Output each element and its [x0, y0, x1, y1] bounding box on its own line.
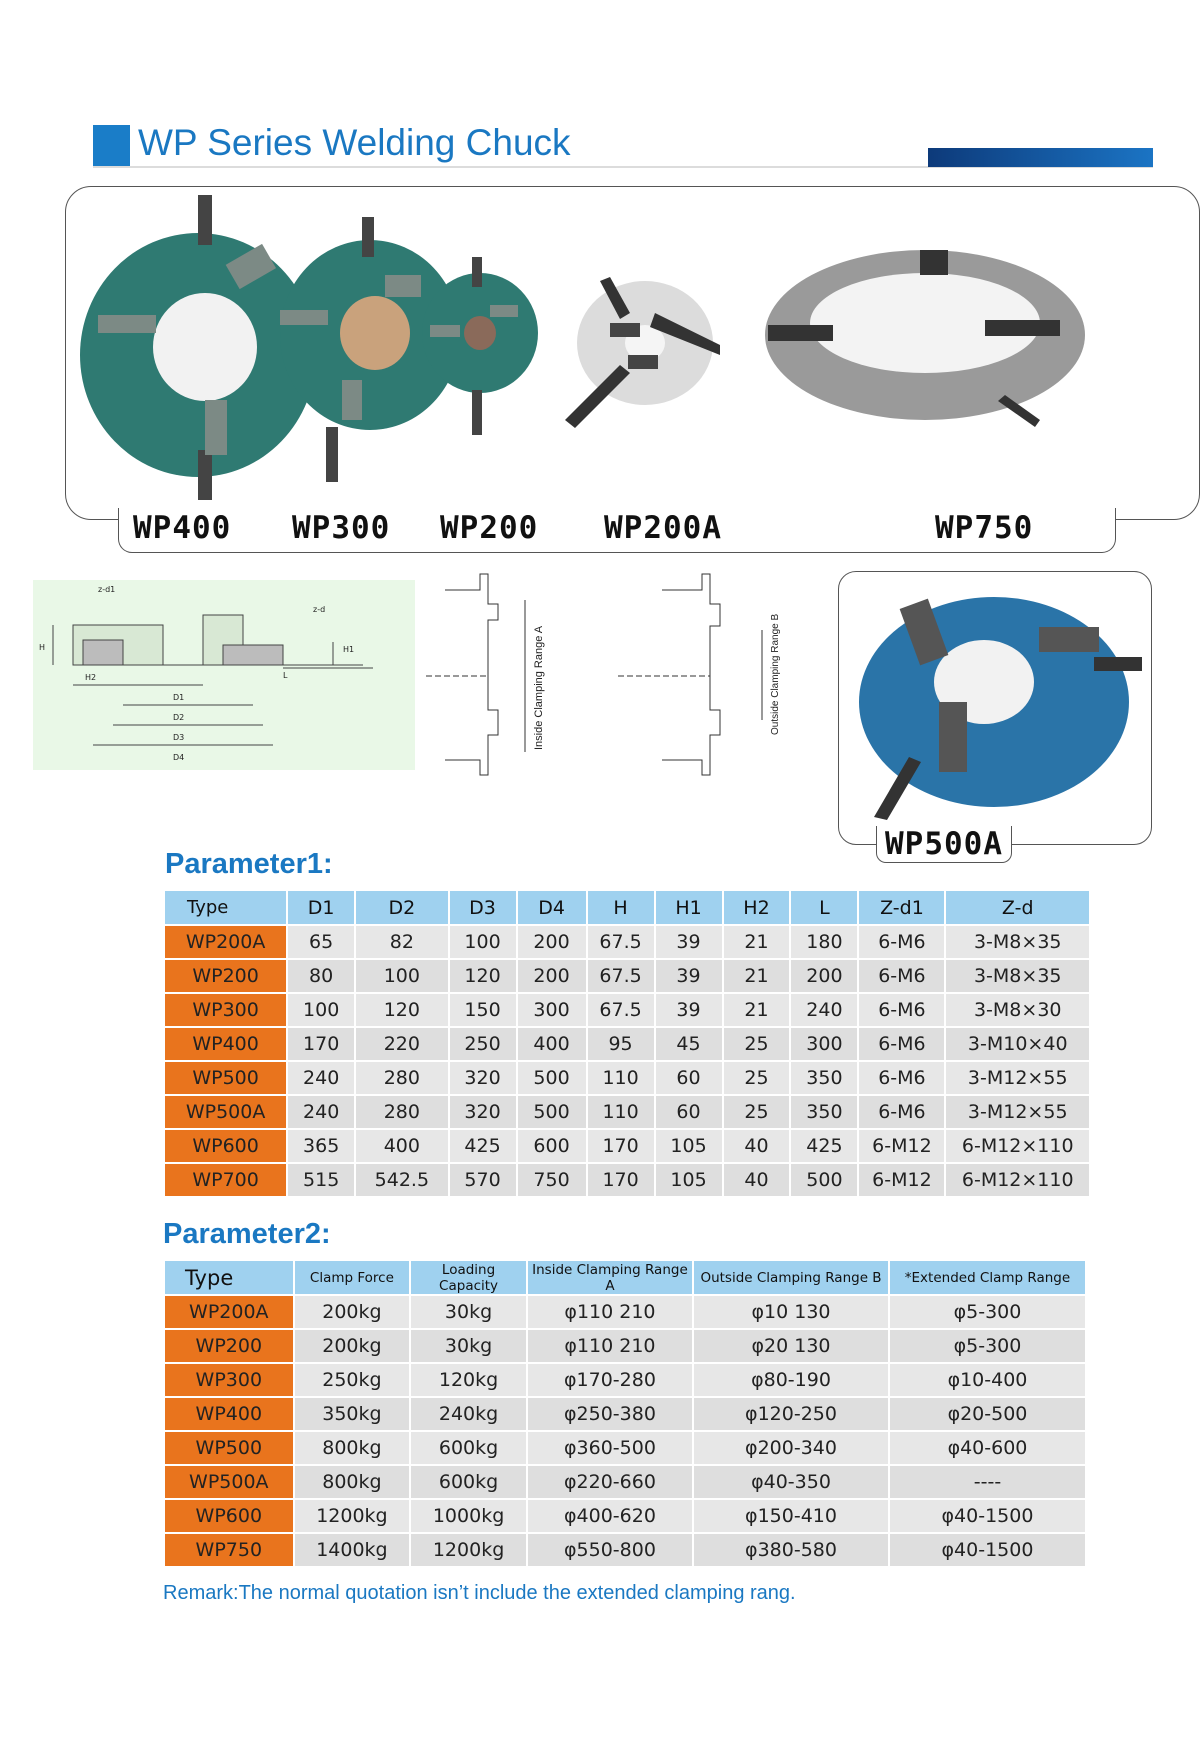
outside-clamping-diagram: [612, 570, 792, 780]
type-cell: WP200A: [164, 925, 287, 959]
table-cell: 300: [790, 1027, 858, 1061]
table-cell: 45: [655, 1027, 723, 1061]
table-cell: 6-M6: [858, 1095, 945, 1129]
table-cell: 350: [790, 1095, 858, 1129]
table-cell: 25: [723, 1027, 791, 1061]
table-cell: 3-M12×55: [945, 1061, 1090, 1095]
label-z-d: z-d: [313, 605, 326, 614]
table-cell: φ200-340: [693, 1431, 889, 1465]
type-cell: WP400: [164, 1027, 287, 1061]
table-cell: 25: [723, 1095, 791, 1129]
table-row: [164, 993, 1090, 1027]
parameter2-header-5: *Extended Clamp Range: [889, 1260, 1086, 1295]
table-cell: 3-M8×30: [945, 993, 1090, 1027]
parameter1-header-8: L: [790, 890, 858, 925]
type-cell: WP200: [164, 1329, 294, 1363]
table-cell: 6-M12×110: [945, 1129, 1090, 1163]
table-cell: 120kg: [410, 1363, 527, 1397]
table-cell: 120: [355, 993, 448, 1027]
table-cell: 500: [517, 1061, 587, 1095]
model-label-wp400: WP400: [133, 510, 232, 546]
parameter2-header-3: Inside Clamping Range A: [527, 1260, 693, 1295]
type-cell: WP750: [164, 1533, 294, 1567]
parameter1-header-1: D1: [287, 890, 355, 925]
type-cell: WP700: [164, 1163, 287, 1197]
model-label-wp500a: WP500A: [876, 826, 1012, 863]
table-cell: 240: [287, 1095, 355, 1129]
table-cell: 240: [790, 993, 858, 1027]
parameter2-header-0: Type: [164, 1260, 294, 1295]
type-cell: WP400: [164, 1397, 294, 1431]
table-cell: 800kg: [294, 1431, 411, 1465]
parameter2-header-2: Loading Capacity: [410, 1260, 527, 1295]
table-cell: φ110 210: [527, 1295, 693, 1329]
table-cell: 6-M6: [858, 1027, 945, 1061]
technical-drawing: [33, 580, 415, 770]
table-cell: φ40-1500: [889, 1533, 1086, 1567]
table-cell: 95: [587, 1027, 655, 1061]
parameter1-header-10: Z-d: [945, 890, 1090, 925]
table-cell: 105: [655, 1163, 723, 1197]
table-cell: φ5-300: [889, 1329, 1086, 1363]
table-cell: 200kg: [294, 1329, 411, 1363]
table-cell: 82: [355, 925, 448, 959]
table-cell: 425: [790, 1129, 858, 1163]
table-cell: 600kg: [410, 1465, 527, 1499]
table-cell: 250kg: [294, 1363, 411, 1397]
label-h1: H1: [343, 645, 355, 654]
table-cell: 67.5: [587, 925, 655, 959]
table-cell: 400: [355, 1129, 448, 1163]
table-cell: 80: [287, 959, 355, 993]
table-cell: 67.5: [587, 959, 655, 993]
label-d2: D2: [173, 713, 185, 722]
table-cell: φ380-580: [693, 1533, 889, 1567]
table-row: [164, 1397, 1086, 1431]
type-cell: WP300: [164, 1363, 294, 1397]
table-cell: 515: [287, 1163, 355, 1197]
parameter2-header-1: Clamp Force: [294, 1260, 411, 1295]
table-cell: 500: [790, 1163, 858, 1197]
table-cell: 39: [655, 993, 723, 1027]
table-cell: φ250-380: [527, 1397, 693, 1431]
parameter2-table: [163, 1259, 1087, 1568]
table-cell: 250: [449, 1027, 517, 1061]
parameter1-header-2: D2: [355, 890, 448, 925]
title-gradient-bar: [928, 148, 1153, 167]
table-cell: 320: [449, 1061, 517, 1095]
table-cell: 40: [723, 1129, 791, 1163]
label-h: H: [39, 643, 46, 652]
parameter1-table: [163, 889, 1091, 1198]
table-row: [164, 925, 1090, 959]
table-cell: φ5-300: [889, 1295, 1086, 1329]
parameter1-header-4: D4: [517, 890, 587, 925]
wp500a-chuck-image: [839, 572, 1150, 822]
table-cell: 280: [355, 1061, 448, 1095]
parameter1-title: Parameter1:: [165, 848, 333, 880]
table-cell: φ110 210: [527, 1329, 693, 1363]
table-cell: 39: [655, 925, 723, 959]
table-cell: 425: [449, 1129, 517, 1163]
table-cell: φ40-350: [693, 1465, 889, 1499]
inside-clamping-diagram: [420, 570, 600, 780]
table-cell: φ10 130: [693, 1295, 889, 1329]
table-cell: φ40-600: [889, 1431, 1086, 1465]
table-cell: 110: [587, 1095, 655, 1129]
table-cell: 170: [587, 1163, 655, 1197]
table-cell: 1400kg: [294, 1533, 411, 1567]
table-cell: 65: [287, 925, 355, 959]
inside-range-label: Inside Clamping Range A: [533, 625, 545, 750]
table-cell: 100: [287, 993, 355, 1027]
table-row: [164, 1499, 1086, 1533]
table-cell: 21: [723, 925, 791, 959]
table-cell: 6-M12: [858, 1163, 945, 1197]
table-cell: 3-M8×35: [945, 925, 1090, 959]
parameter1-header-5: H: [587, 890, 655, 925]
table-cell: 300: [517, 993, 587, 1027]
table-cell: 280: [355, 1095, 448, 1129]
table-cell: 105: [655, 1129, 723, 1163]
table-cell: 1200kg: [294, 1499, 411, 1533]
table-cell: 1000kg: [410, 1499, 527, 1533]
table-cell: 6-M12×110: [945, 1163, 1090, 1197]
table-cell: 40: [723, 1163, 791, 1197]
table-cell: 3-M12×55: [945, 1095, 1090, 1129]
remark-text: Remark:The normal quotation isn’t include the extended clamping rang.: [163, 1582, 796, 1604]
page-title: WP Series Welding Chuck: [138, 122, 571, 163]
table-cell: 1200kg: [410, 1533, 527, 1567]
table-cell: 240kg: [410, 1397, 527, 1431]
parameter1-header-0: Type: [164, 890, 287, 925]
table-cell: 600kg: [410, 1431, 527, 1465]
label-l: L: [283, 671, 288, 680]
table-cell: 60: [655, 1095, 723, 1129]
table-cell: φ80-190: [693, 1363, 889, 1397]
table-cell: 39: [655, 959, 723, 993]
model-label-wp200: WP200: [440, 510, 539, 546]
table-cell: 500: [517, 1095, 587, 1129]
table-cell: 6-M6: [858, 925, 945, 959]
table-cell: 21: [723, 993, 791, 1027]
table-cell: φ20 130: [693, 1329, 889, 1363]
type-cell: WP500: [164, 1431, 294, 1465]
type-cell: WP500: [164, 1061, 287, 1095]
label-d4: D4: [173, 753, 185, 762]
table-row: [164, 959, 1090, 993]
type-cell: WP600: [164, 1499, 294, 1533]
table-cell: 350: [790, 1061, 858, 1095]
table-cell: 120: [449, 959, 517, 993]
wp500a-photo-frame: [838, 571, 1152, 845]
table-cell: 750: [517, 1163, 587, 1197]
table-cell: 180: [790, 925, 858, 959]
table-cell: 800kg: [294, 1465, 411, 1499]
parameter2-header-4: Outside Clamping Range B: [693, 1260, 889, 1295]
table-cell: φ360-500: [527, 1431, 693, 1465]
table-cell: 170: [287, 1027, 355, 1061]
type-cell: WP200A: [164, 1295, 294, 1329]
table-row: [164, 1129, 1090, 1163]
table-cell: φ120-250: [693, 1397, 889, 1431]
table-row: [164, 1295, 1086, 1329]
parameter1-header-9: Z-d1: [858, 890, 945, 925]
table-row: [164, 1363, 1086, 1397]
table-cell: 200: [517, 925, 587, 959]
table-cell: φ150-410: [693, 1499, 889, 1533]
table-cell: 570: [449, 1163, 517, 1197]
table-cell: ----: [889, 1465, 1086, 1499]
table-cell: 600: [517, 1129, 587, 1163]
table-cell: 320: [449, 1095, 517, 1129]
table-cell: 200: [517, 959, 587, 993]
type-cell: WP500A: [164, 1095, 287, 1129]
type-cell: WP500A: [164, 1465, 294, 1499]
parameter1-header-3: D3: [449, 890, 517, 925]
table-cell: 400: [517, 1027, 587, 1061]
label-d1: D1: [173, 693, 185, 702]
table-cell: φ400-620: [527, 1499, 693, 1533]
parameter2-title: Parameter2:: [163, 1218, 331, 1250]
table-cell: 100: [355, 959, 448, 993]
model-label-wp200a: WP200A: [604, 510, 722, 546]
table-cell: 3-M8×35: [945, 959, 1090, 993]
table-cell: 30kg: [410, 1295, 527, 1329]
table-cell: 3-M10×40: [945, 1027, 1090, 1061]
outside-range-label: Outside Clamping Range B: [770, 613, 781, 735]
table-cell: 542.5: [355, 1163, 448, 1197]
table-cell: 30kg: [410, 1329, 527, 1363]
table-cell: 365: [287, 1129, 355, 1163]
parameter1-header-6: H1: [655, 890, 723, 925]
label-h2: H2: [85, 673, 97, 682]
label-d3: D3: [173, 733, 185, 742]
table-cell: 110: [587, 1061, 655, 1095]
model-label-wp300: WP300: [292, 510, 391, 546]
table-cell: 6-M12: [858, 1129, 945, 1163]
table-row: [164, 1431, 1086, 1465]
table-cell: 100: [449, 925, 517, 959]
wp400-chuck-image: [80, 195, 316, 500]
table-row: [164, 1163, 1090, 1197]
table-row: [164, 1095, 1090, 1129]
wp200a-chuck-image: [565, 277, 720, 428]
table-cell: 6-M6: [858, 1061, 945, 1095]
title-accent-square: [93, 125, 130, 166]
table-row: [164, 1465, 1086, 1499]
table-cell: φ40-1500: [889, 1499, 1086, 1533]
label-z-d1: z-d1: [98, 585, 116, 594]
parameter1-header-7: H2: [723, 890, 791, 925]
table-row: [164, 1329, 1086, 1363]
product-photos: [80, 195, 1190, 500]
table-cell: 60: [655, 1061, 723, 1095]
table-row: [164, 1061, 1090, 1095]
table-cell: 150: [449, 993, 517, 1027]
table-cell: 67.5: [587, 993, 655, 1027]
type-cell: WP200: [164, 959, 287, 993]
table-cell: 6-M6: [858, 993, 945, 1027]
table-cell: φ550-800: [527, 1533, 693, 1567]
table-cell: φ170-280: [527, 1363, 693, 1397]
table-cell: 170: [587, 1129, 655, 1163]
wp750-chuck-image: [765, 250, 1085, 427]
table-cell: 200kg: [294, 1295, 411, 1329]
table-cell: 240: [287, 1061, 355, 1095]
table-row: [164, 1533, 1086, 1567]
type-cell: WP600: [164, 1129, 287, 1163]
table-cell: 21: [723, 959, 791, 993]
table-cell: 25: [723, 1061, 791, 1095]
table-cell: φ220-660: [527, 1465, 693, 1499]
table-cell: φ10-400: [889, 1363, 1086, 1397]
table-cell: 350kg: [294, 1397, 411, 1431]
type-cell: WP300: [164, 993, 287, 1027]
table-cell: φ20-500: [889, 1397, 1086, 1431]
table-cell: 6-M6: [858, 959, 945, 993]
table-cell: 200: [790, 959, 858, 993]
model-label-wp750: WP750: [935, 510, 1034, 546]
table-cell: 220: [355, 1027, 448, 1061]
table-row: [164, 1027, 1090, 1061]
